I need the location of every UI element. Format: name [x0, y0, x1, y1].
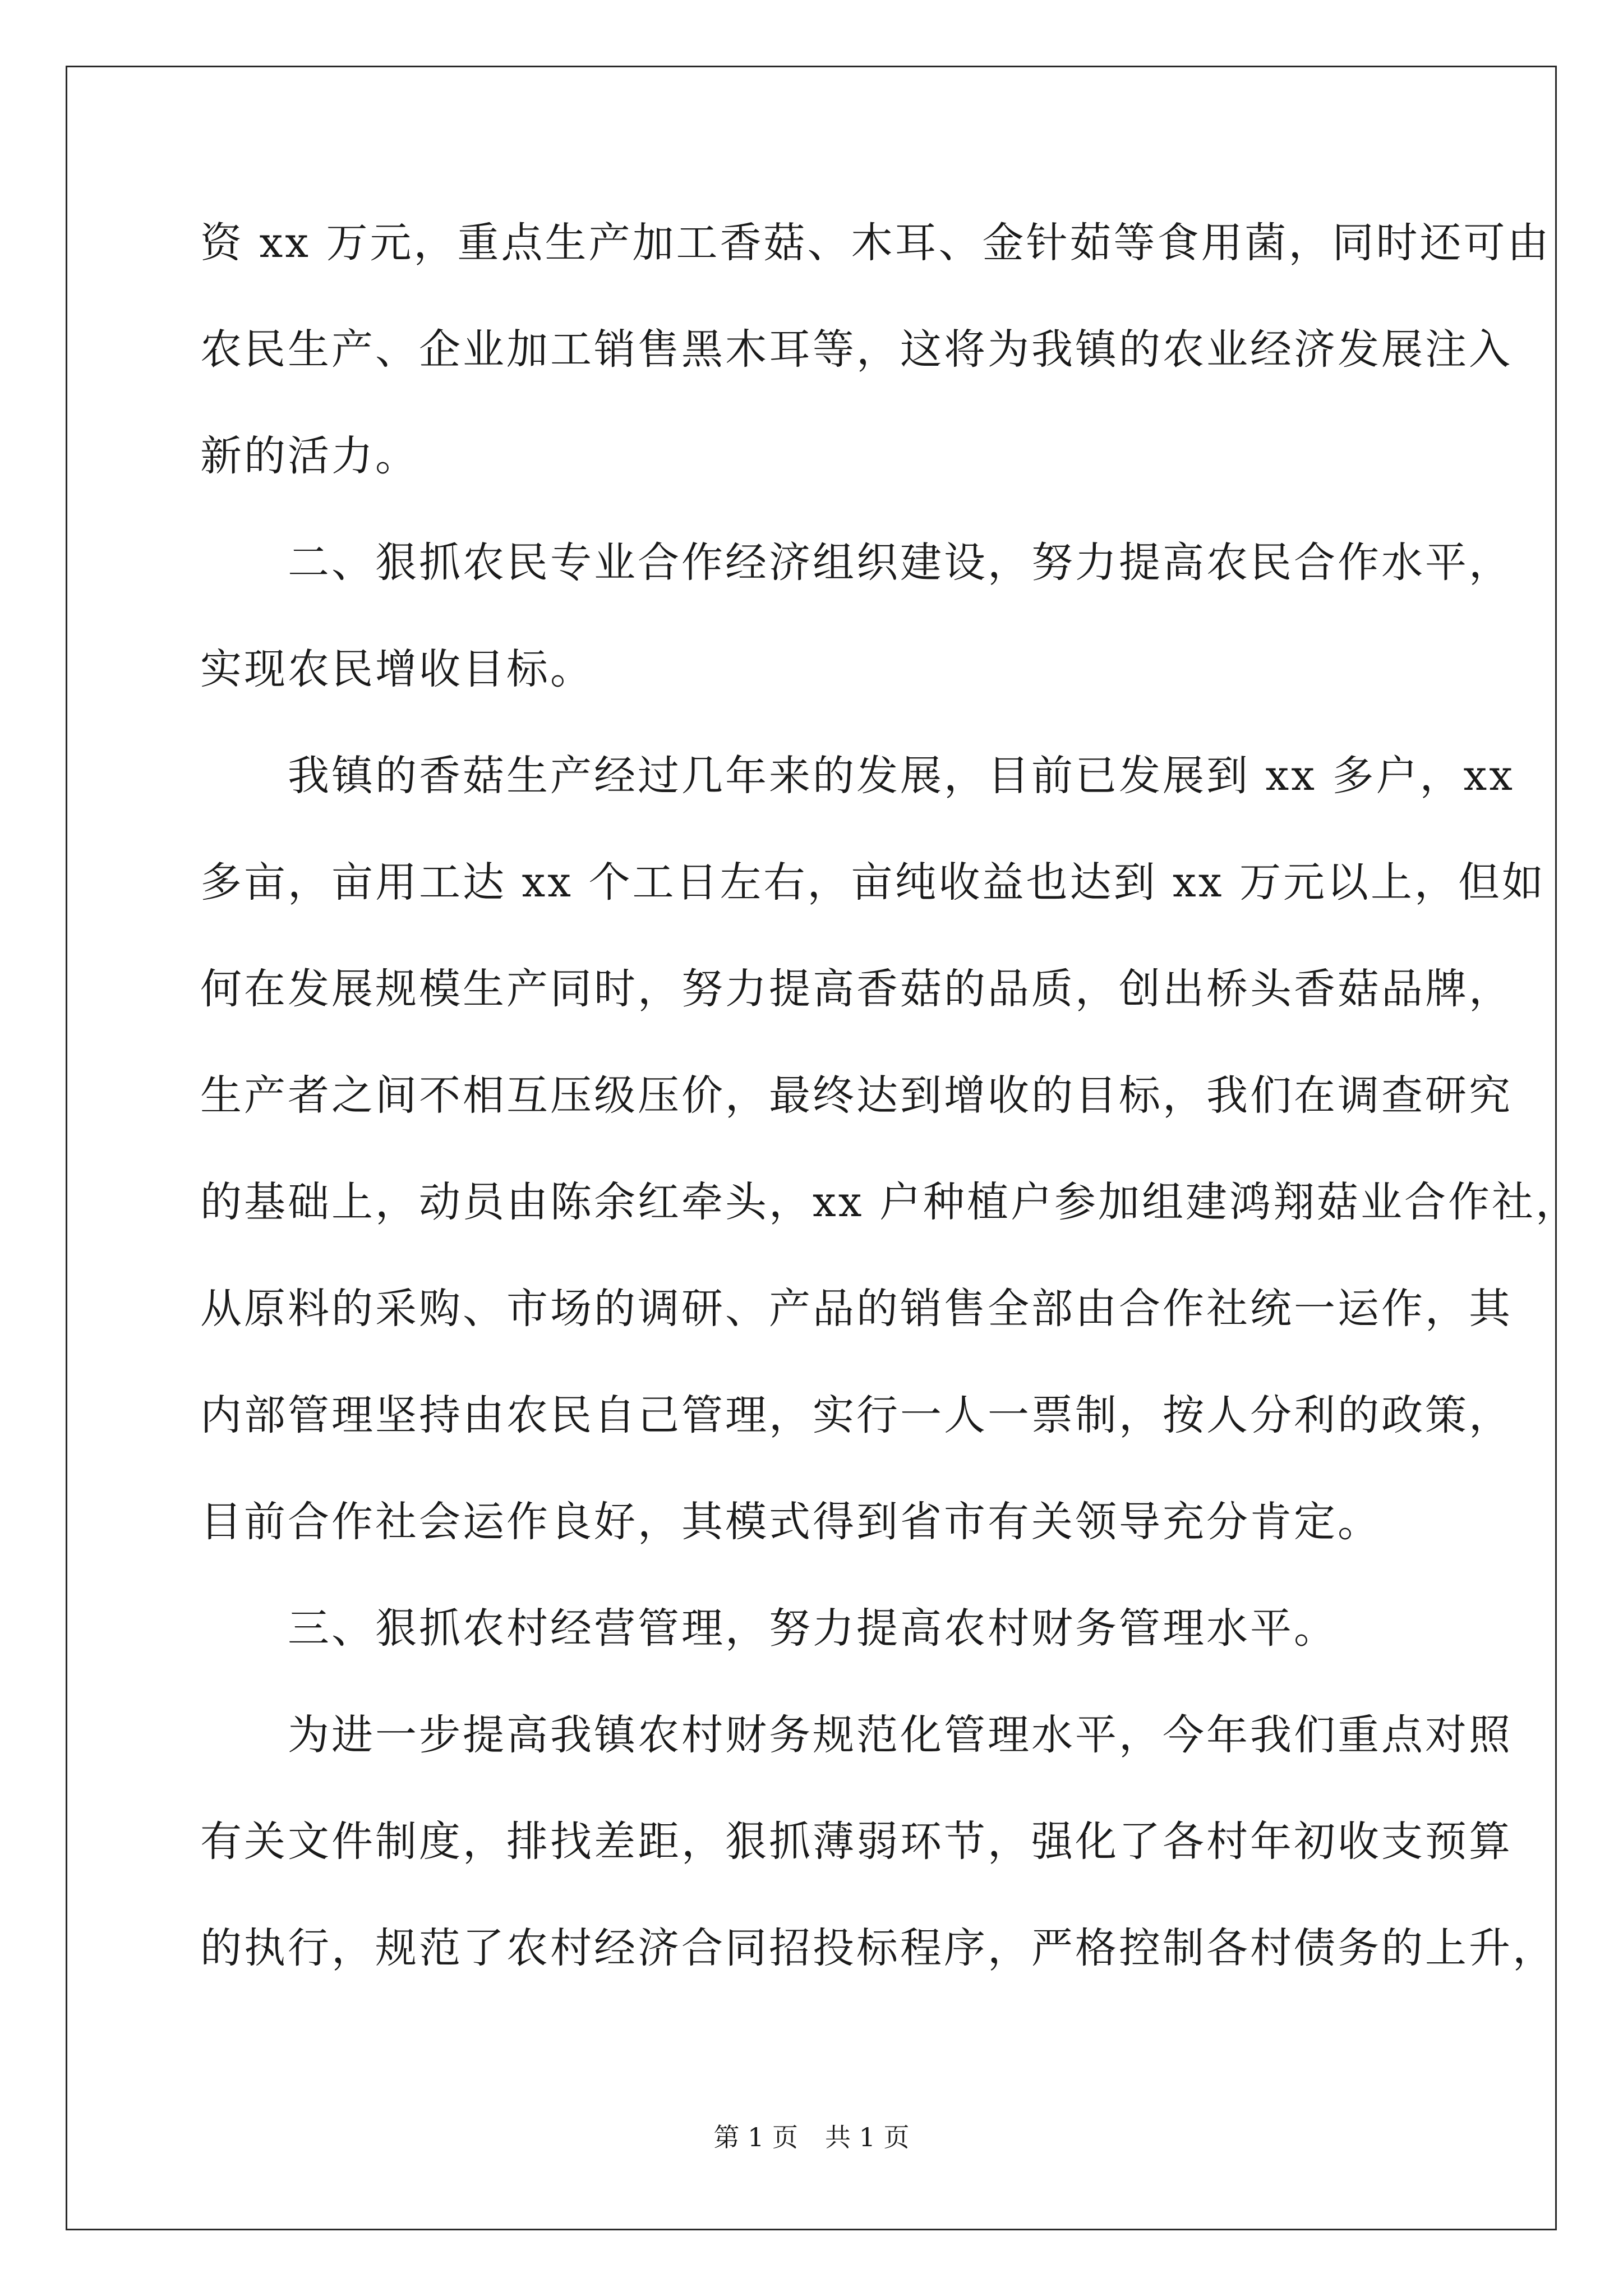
text-line-4: 二、狠抓农民专业合作经济组织建设，努力提高农民合作水平， — [200, 539, 1513, 587]
page-total: 共 1 页 — [825, 2122, 910, 2152]
page-number: 第 1 页 — [713, 2122, 798, 2152]
text-line-11: 从原料的采购、市场的调研、产品的销售全部由合作社统一运作，其 — [200, 1285, 1513, 1333]
page-border — [66, 66, 1557, 2230]
text-line-15: 为进一步提高我镇农村财务规范化管理水平，今年我们重点对照 — [200, 1711, 1513, 1759]
text-line-17: 的执行，规范了农村经济合同招投标程序，严格控制各村债务的上升， — [200, 1924, 1556, 1972]
text-line-2: 农民生产、企业加工销售黑木耳等，这将为我镇的农业经济发展注入 — [200, 325, 1513, 374]
text-line-10: 的基础上，动员由陈余红牵头，xx 户种植户参加组建鸿翔菇业合作社， — [200, 1178, 1579, 1226]
page-footer — [0, 2122, 1623, 2153]
text-line-14: 三、狠抓农村经营管理，努力提高农村财务管理水平。 — [200, 1604, 1338, 1653]
text-line-16: 有关文件制度，排找差距，狠抓薄弱环节，强化了各村年初收支预算 — [200, 1818, 1513, 1866]
text-line-7: 多亩，亩用工达 xx 个工日左右，亩纯收益也达到 xx 万元以上，但如 — [200, 858, 1546, 907]
text-line-1: 资 xx 万元，重点生产加工香菇、木耳、金针茹等食用菌，同时还可由 — [200, 219, 1551, 267]
text-line-12: 内部管理坚持由农民自己管理，实行一人一票制，按人分利的政策， — [200, 1391, 1513, 1439]
text-line-6: 我镇的香菇生产经过几年来的发展，目前已发展到 xx 多户，xx — [200, 752, 1515, 800]
text-line-9: 生产者之间不相互压级压价，最终达到增收的目标，我们在调查研究 — [200, 1071, 1513, 1120]
text-line-3: 新的活力。 — [200, 432, 419, 480]
text-line-5: 实现农民增收目标。 — [200, 645, 594, 693]
text-line-13: 目前合作社会运作良好，其模式得到省市有关领导充分肯定。 — [200, 1498, 1381, 1546]
text-line-8: 何在发展规模生产同时，努力提高香菇的品质，创出桥头香菇品牌， — [200, 965, 1513, 1013]
